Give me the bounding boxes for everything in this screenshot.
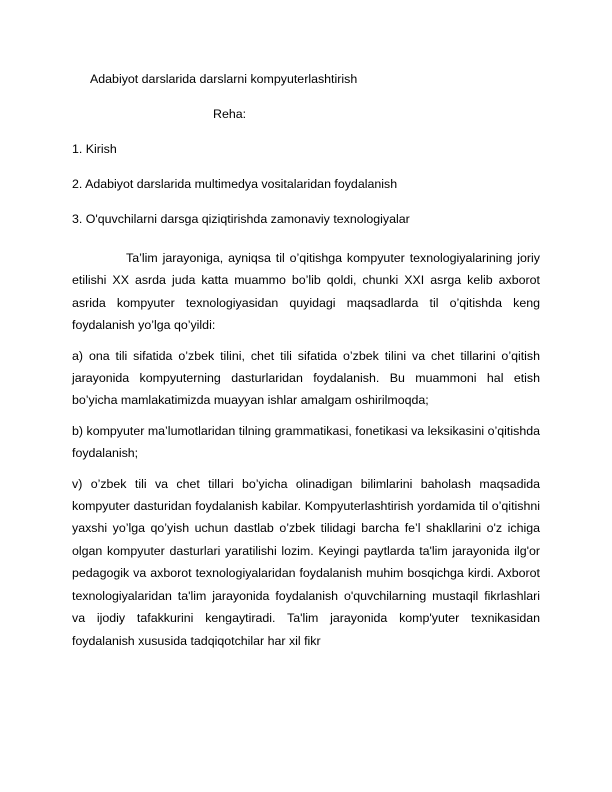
plan-item-1: 1. Kirish: [72, 142, 117, 156]
plan-label: Reha:: [213, 107, 247, 121]
document-page: [72, 72, 540, 652]
body-paragraph-intro: Ta’lim jarayoniga, ayniqsa til o’qitishga kompyuter texnologiyalarining joriy etilishi XX asrda juda katta muammo bo’lib qoldi, chunki XXI asrga kelib axborot asrida kompyuter texnologiyasidan quyidagi maqsadlarda til o’qitishda keng foydalanish yo’lga qo’yildi:: [72, 251, 540, 333]
document-title: Adabiyot darslarida darslarni kompyuterlashtirish: [90, 72, 358, 86]
body-paragraph-b: b) kompyuter ma’lumotlaridan tilning grammatikasi, fonetikasi va leksikasini o’qitishda foydalanish;: [72, 423, 540, 461]
body-paragraph-a: a) ona tili sifatida o’zbek tilini, chet tili sifatida o’zbek tilini va chet tillarini o’qitish jarayonida kompyuterning dasturlaridan foydalanish. Bu muammoni hal etish bo’yicha mamlakatimizda muayyan ishlar amalgam oshirilmoqda;: [72, 348, 540, 408]
body-paragraph-v: v) o’zbek tili va chet tillari bo’yicha olinadigan bilimlarini baholash maqsadida kompyuter dasturidan foydalanish kabilar. Kompyuterlashtirish yordamida til o’qitishni yaxshi yo’lga qo’yish uchun dastlab o’zbek tilidagi barcha fe’l shakllarini o'z ichiga olgan kompyuter dasturlari yaratilishi lozim. Keyingi paytlarda ta'lim jarayonida ilg'or pedagogik va axborot texnologiyalaridan foydalanish muhim bosqichga kirdi. Axborot texnologiyalaridan ta'lim jarayonida foydalanish o'quvchilarning mustaqil fikrlashlari va ijodiy tafakkurini kengaytiradi. Ta'lim jarayonida komp'yuter texnikasidan foydalanish xususida tadqiqotchilar har xil fikr: [72, 476, 540, 648]
plan-item-3: 3. O'quvchilarni darsga qiziqtirishda zamonaviy texnologiyalar: [72, 212, 410, 226]
plan-item-2: 2. Adabiyot darslarida multimedya vositalaridan foydalanish: [72, 177, 398, 191]
